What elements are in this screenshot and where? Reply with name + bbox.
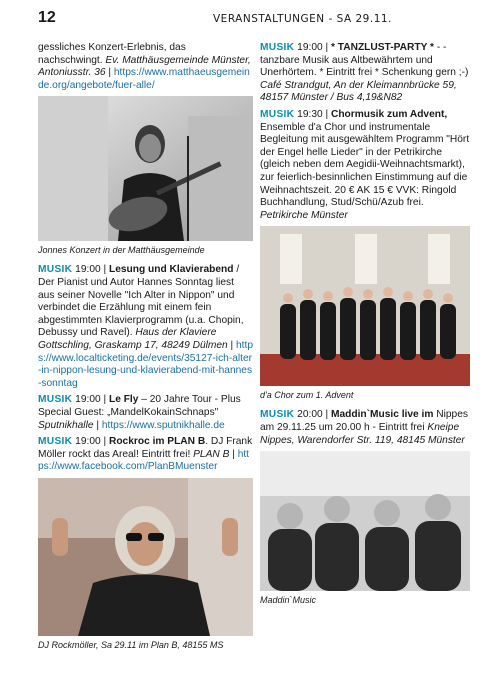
event-description: Nippes am 29.11.25 um 20.00 h - Eintritt frei (260, 409, 468, 433)
event-time: 20:00 | (294, 409, 331, 421)
photo3-caption: d'a Chor zum 1. Advent (260, 390, 354, 401)
event-title: Rockroc im PLAN B (108, 436, 206, 448)
photo-maddin-music (260, 451, 470, 591)
left-column (38, 42, 253, 659)
event-link[interactable]: https://www.facebook.com/PlanBMuenster (38, 448, 250, 473)
event-time: 19:30 | (294, 108, 331, 120)
intro-link[interactable]: https://www.matthaeusgemeinde.org/angebote/fuer-alle/ (38, 67, 250, 91)
event-tanzlust (260, 42, 470, 105)
event-title: Maddin`Music live im (330, 409, 434, 421)
event-lesung (38, 264, 253, 390)
event-title: * TANZLUST-PARTY * (330, 42, 434, 53)
event-description: – 20 Jahre Tour - Plus Special Guest: „MandelKokainSchnaps" (38, 394, 241, 418)
event-description: - - tanzbare Musik aus Altbewährtem und Unerhörtem. * Eintritt frei * Schenkung gern ;-) (260, 42, 469, 79)
photo-jonnes-concert (38, 96, 253, 241)
intro-text: gessliches Konzert-Erlebnis, das nachschwingt. (38, 42, 186, 66)
event-venue: Kneipe Nippes, Warendorfer Str. 119, 48145 Münster (260, 421, 465, 446)
event-time: 19:00 | (72, 264, 109, 276)
intro-entry (38, 42, 253, 92)
right-column (260, 42, 470, 614)
intro-venue: Ev. Matthäusgemeinde Münster, Antoniusstr. 36 (38, 54, 251, 79)
event-description: / Der Pianist und Autor Hannes Sonntag liest aus seiner Novelle "Ich Alter in Nippon" und verbindet die Erzählung mit einem fein abgestimmten Klavierprogramm (u.a. Chopin, Debussy und Ravel). (38, 264, 244, 339)
event-link[interactable]: https://www.sputnikhalle.de (101, 419, 225, 431)
category-tag: MUSIK (38, 436, 73, 448)
category-tag: MUSIK (260, 42, 295, 53)
event-venue: Petrikirche Münster (260, 209, 348, 221)
photo-choir (260, 226, 470, 386)
running-title: VERANSTALTUNGEN - SA 29.11. (213, 13, 392, 25)
event-link[interactable]: https://www.localticketing.de/events/35127-ich-alter-in-nippon-lesung-und-klavierabend-mit-hannes-sonntag (38, 339, 254, 389)
page-number: 12 (38, 9, 56, 26)
event-time: 19:00 | (72, 436, 109, 448)
guitarist-photo (38, 96, 253, 241)
event-description: . DJ Frank Möller rockt das Areal! Eintritt frei! (38, 436, 253, 460)
event-time: 19:00 | (72, 394, 109, 406)
intro-separator: | (105, 67, 114, 79)
event-venue: PLAN B (193, 448, 230, 460)
category-tag: MUSIK (38, 264, 73, 276)
photo4-caption: Maddin`Music (260, 595, 317, 606)
category-tag: MUSIK (260, 108, 295, 120)
choir-photo (260, 226, 470, 386)
event-venue: Sputnikhalle (38, 419, 94, 431)
event-venue: Café Strandgut, An der Kleimannbrücke 59, 48157 Münster / Bus 4,19&N82 (260, 79, 457, 104)
separator: | (229, 448, 238, 460)
event-description: Ensemble d'a Chor und instrumentale Begleitung mit ausgewähltem Programm "Hört der Engel helle Lieder" in der Petrikirche (gleich neben dem Aegidii-Weihnachtsmarkt), zur feierlich-besinnlichen Einstimmung auf die Weihnachtszeit. 20 € AK 15 € VVK: Ringold Buchhandlung, Stud/Schü/Azub frei. (260, 121, 470, 209)
category-tag: MUSIK (260, 409, 295, 421)
band-photo (260, 451, 470, 591)
event-title: Lesung und Klavierabend (108, 264, 234, 276)
dj-photo (38, 478, 253, 636)
separator: | (227, 339, 237, 351)
separator: | (93, 419, 102, 431)
event-le-fly (38, 394, 253, 432)
page-header (38, 9, 478, 31)
photo1-caption: Jonnes Konzert in der Matthäusgemeinde (38, 245, 205, 256)
event-venue: Haus der Klaviere Gottschling, Graskamp 17, 48249 Dülmen (38, 327, 228, 351)
category-tag: MUSIK (38, 394, 73, 406)
event-chormusik (260, 109, 470, 222)
photo-dj-rockmoeller (38, 478, 253, 636)
event-time: 19:00 | (294, 42, 331, 53)
event-rockroc (38, 436, 253, 474)
photo2-caption: DJ Rockmöller, Sa 29.11 im Plan B, 48155 MS (38, 639, 224, 650)
event-title: Le Fly (108, 394, 139, 406)
event-title: Chormusik zum Advent, (330, 108, 448, 120)
event-maddin-music (260, 409, 470, 447)
